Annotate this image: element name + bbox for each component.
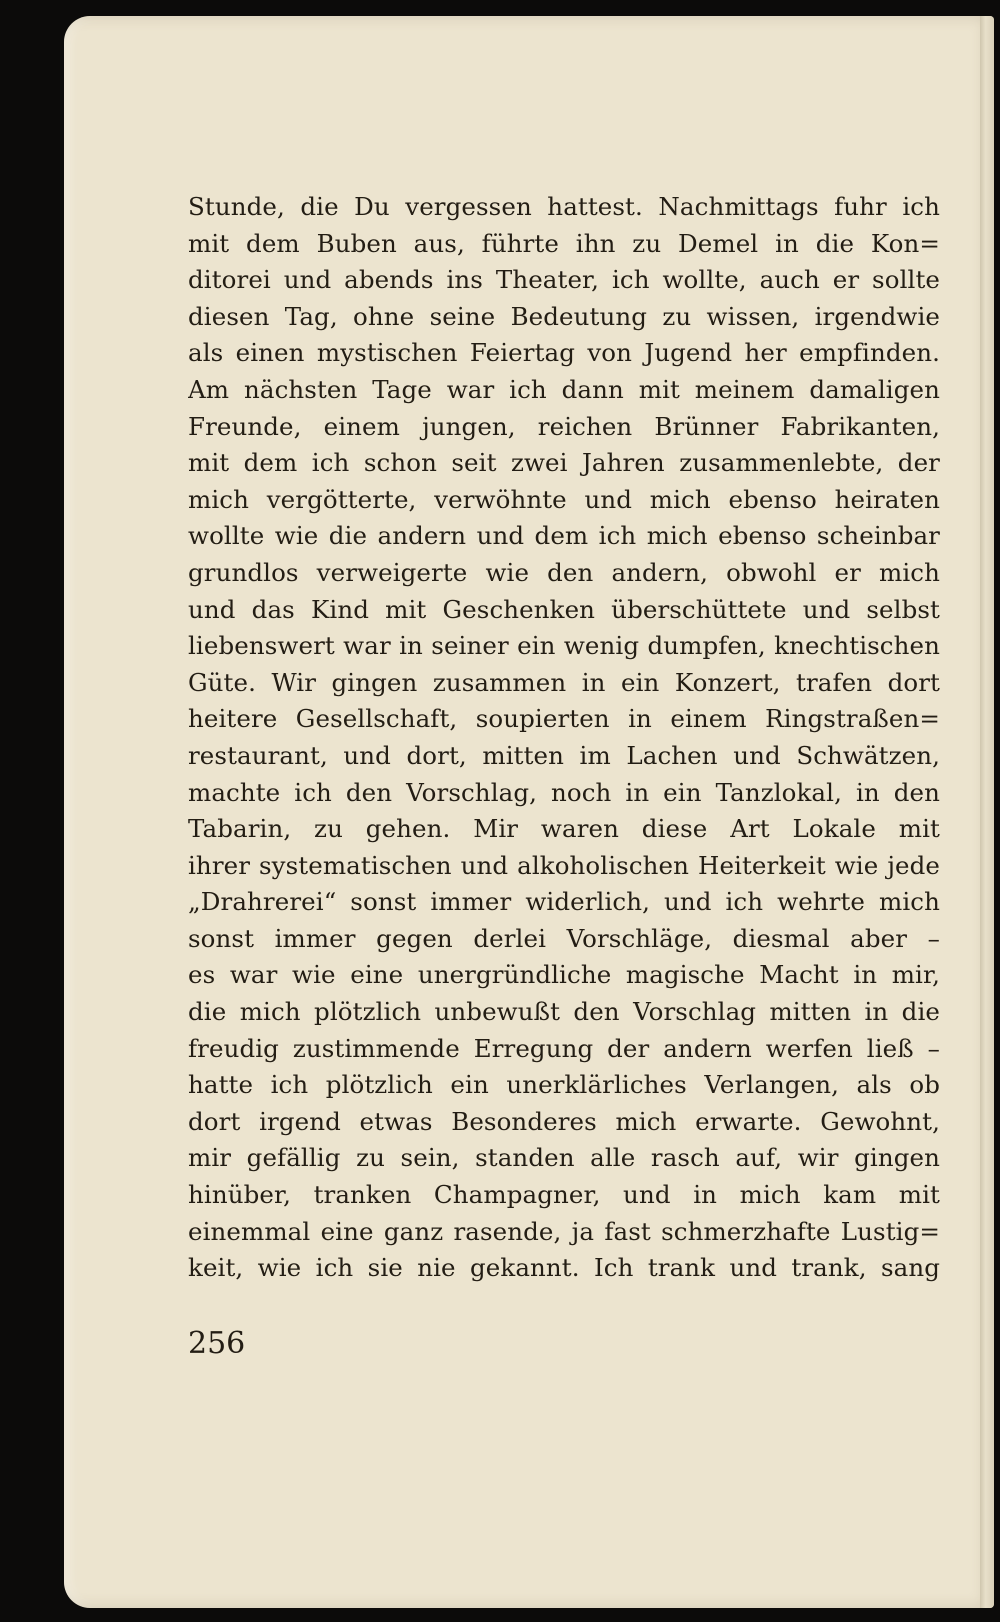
text-line: sonst immer gegen derlei Vorschläge, diesmal aber –: [188, 923, 940, 953]
text-line: diesen Tag, ohne seine Bedeutung zu wissen, irgendwie: [188, 301, 940, 331]
text-line: wollte wie die andern und dem ich mich ebenso scheinbar: [188, 521, 940, 551]
text-line: hatte ich plötzlich ein unerklärliches Verlangen, als ob: [188, 1070, 940, 1100]
text-line: mich vergötterte, verwöhnte und mich ebenso heiraten: [188, 484, 940, 514]
text-line: „Drahrerei“ sonst immer widerlich, und ich wehrte mich: [188, 887, 940, 917]
text-line: mit dem ich schon seit zwei Jahren zusammenlebte, der: [188, 448, 940, 478]
text-line: restaurant, und dort, mitten im Lachen und Schwätzen,: [188, 740, 940, 770]
text-line: Stunde, die Du vergessen hattest. Nachmittags fuhr ich: [188, 192, 940, 221]
text-line: Am nächsten Tage war ich dann mit meinem damaligen: [188, 374, 940, 404]
text-line: dort irgend etwas Besonderes mich erwarte. Gewohnt,: [188, 1106, 940, 1136]
text-line: ihrer systematischen und alkoholischen Heiterkeit wie jede: [188, 850, 940, 880]
text-line: heitere Gesellschaft, soupierten in einem Ringstraßen=: [188, 704, 940, 734]
page-edge: [980, 16, 994, 1608]
body-text: [188, 189, 940, 1287]
text-line: keit, wie ich sie nie gekannt. Ich trank und trank, sang: [188, 1253, 940, 1283]
text-line: mir gefällig zu sein, standen alle rasch auf, wir gingen: [188, 1143, 940, 1173]
text-line: Freunde, einem jungen, reichen Brünner Fabrikanten,: [188, 411, 940, 441]
text-line: hinüber, tranken Champagner, und in mich kam mit: [188, 1180, 940, 1210]
text-line: es war wie eine unergründliche magische Macht in mir,: [188, 960, 940, 990]
text-line: machte ich den Vorschlag, noch in ein Tanzlokal, in den: [188, 777, 940, 807]
text-line: Tabarin, zu gehen. Mir waren diese Art Lokale mit: [188, 814, 940, 844]
text-line: einemmal eine ganz rasende, ja fast schmerzhafte Lustig=: [188, 1216, 940, 1246]
text-line: mit dem Buben aus, führte ihn zu Demel in die Kon=: [188, 228, 940, 258]
text-line: Güte. Wir gingen zusammen in ein Konzert, trafen dort: [188, 667, 940, 697]
text-line: liebenswert war in seiner ein wenig dumpfen, knechtischen: [188, 631, 940, 661]
text-line: die mich plötzlich unbewußt den Vorschlag mitten in die: [188, 997, 940, 1027]
text-line: ditorei und abends ins Theater, ich wollte, auch er sollte: [188, 265, 940, 295]
text-line: freudig zustimmende Erregung der andern werfen ließ –: [188, 1033, 940, 1063]
text-line: als einen mystischen Feiertag von Jugend her empfinden.: [188, 338, 940, 368]
page-number: 256: [188, 1326, 246, 1361]
text-line: grundlos verweigerte wie den andern, obwohl er mich: [188, 557, 940, 587]
text-line: und das Kind mit Geschenken überschüttete und selbst: [188, 594, 940, 624]
